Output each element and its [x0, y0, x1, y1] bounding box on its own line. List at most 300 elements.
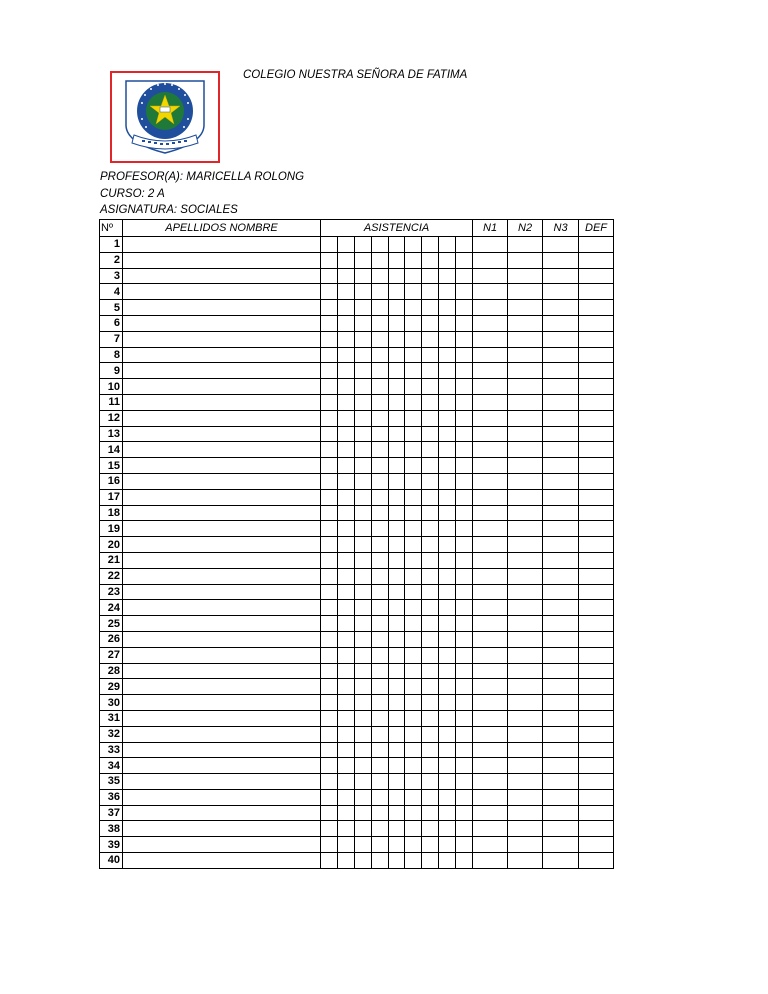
attendance-cell[interactable]	[422, 837, 439, 853]
n1-cell[interactable]	[473, 663, 508, 679]
attendance-cell[interactable]	[439, 473, 456, 489]
attendance-cell[interactable]	[338, 410, 355, 426]
attendance-cell[interactable]	[439, 394, 456, 410]
attendance-cell[interactable]	[389, 679, 405, 695]
student-name-cell[interactable]	[123, 726, 321, 742]
def-cell[interactable]	[579, 521, 614, 537]
n2-cell[interactable]	[508, 394, 543, 410]
attendance-cell[interactable]	[405, 695, 422, 711]
def-cell[interactable]	[579, 284, 614, 300]
def-cell[interactable]	[579, 315, 614, 331]
n2-cell[interactable]	[508, 315, 543, 331]
attendance-cell[interactable]	[389, 379, 405, 395]
n3-cell[interactable]	[543, 726, 579, 742]
attendance-cell[interactable]	[456, 758, 473, 774]
def-cell[interactable]	[579, 442, 614, 458]
n1-cell[interactable]	[473, 774, 508, 790]
n2-cell[interactable]	[508, 568, 543, 584]
attendance-cell[interactable]	[439, 458, 456, 474]
attendance-cell[interactable]	[456, 679, 473, 695]
attendance-cell[interactable]	[321, 695, 338, 711]
n3-cell[interactable]	[543, 663, 579, 679]
n1-cell[interactable]	[473, 521, 508, 537]
student-name-cell[interactable]	[123, 315, 321, 331]
attendance-cell[interactable]	[372, 679, 389, 695]
attendance-cell[interactable]	[355, 695, 372, 711]
n2-cell[interactable]	[508, 710, 543, 726]
attendance-cell[interactable]	[439, 853, 456, 869]
attendance-cell[interactable]	[389, 458, 405, 474]
student-name-cell[interactable]	[123, 710, 321, 726]
n3-cell[interactable]	[543, 584, 579, 600]
attendance-cell[interactable]	[422, 616, 439, 632]
n1-cell[interactable]	[473, 442, 508, 458]
def-cell[interactable]	[579, 379, 614, 395]
n1-cell[interactable]	[473, 552, 508, 568]
attendance-cell[interactable]	[422, 473, 439, 489]
attendance-cell[interactable]	[338, 268, 355, 284]
def-cell[interactable]	[579, 805, 614, 821]
attendance-cell[interactable]	[422, 521, 439, 537]
attendance-cell[interactable]	[321, 821, 338, 837]
def-cell[interactable]	[579, 410, 614, 426]
attendance-cell[interactable]	[321, 426, 338, 442]
def-cell[interactable]	[579, 600, 614, 616]
attendance-cell[interactable]	[355, 600, 372, 616]
n2-cell[interactable]	[508, 631, 543, 647]
attendance-cell[interactable]	[321, 837, 338, 853]
attendance-cell[interactable]	[372, 284, 389, 300]
attendance-cell[interactable]	[456, 300, 473, 316]
attendance-cell[interactable]	[372, 300, 389, 316]
def-cell[interactable]	[579, 853, 614, 869]
attendance-cell[interactable]	[389, 315, 405, 331]
def-cell[interactable]	[579, 821, 614, 837]
attendance-cell[interactable]	[389, 331, 405, 347]
n1-cell[interactable]	[473, 695, 508, 711]
n2-cell[interactable]	[508, 552, 543, 568]
attendance-cell[interactable]	[456, 789, 473, 805]
attendance-cell[interactable]	[405, 473, 422, 489]
attendance-cell[interactable]	[405, 237, 422, 253]
attendance-cell[interactable]	[338, 631, 355, 647]
attendance-cell[interactable]	[355, 268, 372, 284]
attendance-cell[interactable]	[372, 789, 389, 805]
attendance-cell[interactable]	[439, 237, 456, 253]
attendance-cell[interactable]	[321, 710, 338, 726]
attendance-cell[interactable]	[389, 237, 405, 253]
attendance-cell[interactable]	[372, 821, 389, 837]
n2-cell[interactable]	[508, 679, 543, 695]
n2-cell[interactable]	[508, 379, 543, 395]
attendance-cell[interactable]	[321, 805, 338, 821]
attendance-cell[interactable]	[405, 647, 422, 663]
attendance-cell[interactable]	[321, 268, 338, 284]
attendance-cell[interactable]	[372, 410, 389, 426]
n2-cell[interactable]	[508, 489, 543, 505]
n1-cell[interactable]	[473, 237, 508, 253]
attendance-cell[interactable]	[321, 442, 338, 458]
n1-cell[interactable]	[473, 837, 508, 853]
attendance-cell[interactable]	[389, 284, 405, 300]
attendance-cell[interactable]	[372, 363, 389, 379]
student-name-cell[interactable]	[123, 252, 321, 268]
attendance-cell[interactable]	[439, 252, 456, 268]
n1-cell[interactable]	[473, 600, 508, 616]
n3-cell[interactable]	[543, 774, 579, 790]
n2-cell[interactable]	[508, 853, 543, 869]
attendance-cell[interactable]	[355, 473, 372, 489]
n1-cell[interactable]	[473, 489, 508, 505]
attendance-cell[interactable]	[321, 252, 338, 268]
student-name-cell[interactable]	[123, 647, 321, 663]
n3-cell[interactable]	[543, 237, 579, 253]
attendance-cell[interactable]	[338, 537, 355, 553]
n3-cell[interactable]	[543, 394, 579, 410]
student-name-cell[interactable]	[123, 331, 321, 347]
attendance-cell[interactable]	[422, 758, 439, 774]
student-name-cell[interactable]	[123, 663, 321, 679]
attendance-cell[interactable]	[321, 663, 338, 679]
attendance-cell[interactable]	[355, 505, 372, 521]
attendance-cell[interactable]	[456, 600, 473, 616]
student-name-cell[interactable]	[123, 410, 321, 426]
attendance-cell[interactable]	[372, 726, 389, 742]
student-name-cell[interactable]	[123, 837, 321, 853]
n2-cell[interactable]	[508, 442, 543, 458]
n2-cell[interactable]	[508, 268, 543, 284]
def-cell[interactable]	[579, 331, 614, 347]
n2-cell[interactable]	[508, 584, 543, 600]
student-name-cell[interactable]	[123, 631, 321, 647]
attendance-cell[interactable]	[405, 300, 422, 316]
student-name-cell[interactable]	[123, 489, 321, 505]
attendance-cell[interactable]	[338, 315, 355, 331]
attendance-cell[interactable]	[355, 331, 372, 347]
attendance-cell[interactable]	[439, 552, 456, 568]
attendance-cell[interactable]	[405, 410, 422, 426]
attendance-cell[interactable]	[456, 458, 473, 474]
n1-cell[interactable]	[473, 742, 508, 758]
attendance-cell[interactable]	[422, 537, 439, 553]
attendance-cell[interactable]	[439, 679, 456, 695]
attendance-cell[interactable]	[372, 774, 389, 790]
attendance-cell[interactable]	[389, 726, 405, 742]
attendance-cell[interactable]	[405, 537, 422, 553]
n3-cell[interactable]	[543, 616, 579, 632]
attendance-cell[interactable]	[456, 284, 473, 300]
n2-cell[interactable]	[508, 647, 543, 663]
attendance-cell[interactable]	[389, 616, 405, 632]
attendance-cell[interactable]	[338, 521, 355, 537]
attendance-cell[interactable]	[456, 837, 473, 853]
attendance-cell[interactable]	[405, 521, 422, 537]
attendance-cell[interactable]	[405, 458, 422, 474]
attendance-cell[interactable]	[321, 631, 338, 647]
def-cell[interactable]	[579, 568, 614, 584]
attendance-cell[interactable]	[355, 379, 372, 395]
n1-cell[interactable]	[473, 584, 508, 600]
attendance-cell[interactable]	[389, 758, 405, 774]
student-name-cell[interactable]	[123, 347, 321, 363]
n2-cell[interactable]	[508, 726, 543, 742]
attendance-cell[interactable]	[372, 616, 389, 632]
attendance-cell[interactable]	[422, 568, 439, 584]
n3-cell[interactable]	[543, 363, 579, 379]
attendance-cell[interactable]	[389, 552, 405, 568]
n2-cell[interactable]	[508, 805, 543, 821]
attendance-cell[interactable]	[372, 600, 389, 616]
n3-cell[interactable]	[543, 284, 579, 300]
attendance-cell[interactable]	[439, 774, 456, 790]
n2-cell[interactable]	[508, 505, 543, 521]
attendance-cell[interactable]	[338, 331, 355, 347]
n3-cell[interactable]	[543, 505, 579, 521]
n3-cell[interactable]	[543, 805, 579, 821]
n1-cell[interactable]	[473, 616, 508, 632]
n3-cell[interactable]	[543, 600, 579, 616]
n1-cell[interactable]	[473, 410, 508, 426]
attendance-cell[interactable]	[405, 774, 422, 790]
attendance-cell[interactable]	[456, 237, 473, 253]
attendance-cell[interactable]	[405, 489, 422, 505]
attendance-cell[interactable]	[321, 853, 338, 869]
attendance-cell[interactable]	[422, 315, 439, 331]
n3-cell[interactable]	[543, 695, 579, 711]
n3-cell[interactable]	[543, 789, 579, 805]
attendance-cell[interactable]	[405, 284, 422, 300]
attendance-cell[interactable]	[338, 363, 355, 379]
attendance-cell[interactable]	[439, 489, 456, 505]
student-name-cell[interactable]	[123, 600, 321, 616]
attendance-cell[interactable]	[456, 363, 473, 379]
n1-cell[interactable]	[473, 789, 508, 805]
attendance-cell[interactable]	[422, 600, 439, 616]
attendance-cell[interactable]	[405, 252, 422, 268]
attendance-cell[interactable]	[439, 315, 456, 331]
n1-cell[interactable]	[473, 679, 508, 695]
attendance-cell[interactable]	[355, 315, 372, 331]
def-cell[interactable]	[579, 505, 614, 521]
n1-cell[interactable]	[473, 821, 508, 837]
attendance-cell[interactable]	[456, 426, 473, 442]
attendance-cell[interactable]	[338, 774, 355, 790]
def-cell[interactable]	[579, 695, 614, 711]
attendance-cell[interactable]	[389, 426, 405, 442]
attendance-cell[interactable]	[338, 442, 355, 458]
attendance-cell[interactable]	[372, 426, 389, 442]
student-name-cell[interactable]	[123, 268, 321, 284]
attendance-cell[interactable]	[439, 663, 456, 679]
attendance-cell[interactable]	[389, 631, 405, 647]
attendance-cell[interactable]	[355, 710, 372, 726]
attendance-cell[interactable]	[321, 789, 338, 805]
attendance-cell[interactable]	[405, 837, 422, 853]
attendance-cell[interactable]	[439, 695, 456, 711]
attendance-cell[interactable]	[439, 584, 456, 600]
attendance-cell[interactable]	[456, 442, 473, 458]
n3-cell[interactable]	[543, 252, 579, 268]
attendance-cell[interactable]	[338, 347, 355, 363]
attendance-cell[interactable]	[439, 284, 456, 300]
attendance-cell[interactable]	[338, 647, 355, 663]
n2-cell[interactable]	[508, 695, 543, 711]
attendance-cell[interactable]	[389, 410, 405, 426]
attendance-cell[interactable]	[372, 473, 389, 489]
attendance-cell[interactable]	[389, 742, 405, 758]
n3-cell[interactable]	[543, 537, 579, 553]
attendance-cell[interactable]	[355, 663, 372, 679]
attendance-cell[interactable]	[422, 489, 439, 505]
attendance-cell[interactable]	[355, 442, 372, 458]
n1-cell[interactable]	[473, 347, 508, 363]
attendance-cell[interactable]	[456, 726, 473, 742]
attendance-cell[interactable]	[372, 489, 389, 505]
attendance-cell[interactable]	[355, 679, 372, 695]
attendance-cell[interactable]	[439, 331, 456, 347]
n1-cell[interactable]	[473, 631, 508, 647]
attendance-cell[interactable]	[372, 537, 389, 553]
n1-cell[interactable]	[473, 363, 508, 379]
student-name-cell[interactable]	[123, 284, 321, 300]
attendance-cell[interactable]	[439, 268, 456, 284]
attendance-cell[interactable]	[372, 837, 389, 853]
n1-cell[interactable]	[473, 568, 508, 584]
attendance-cell[interactable]	[405, 726, 422, 742]
attendance-cell[interactable]	[405, 679, 422, 695]
n3-cell[interactable]	[543, 742, 579, 758]
attendance-cell[interactable]	[405, 379, 422, 395]
student-name-cell[interactable]	[123, 379, 321, 395]
attendance-cell[interactable]	[422, 442, 439, 458]
attendance-cell[interactable]	[422, 584, 439, 600]
attendance-cell[interactable]	[372, 237, 389, 253]
attendance-cell[interactable]	[321, 315, 338, 331]
attendance-cell[interactable]	[389, 300, 405, 316]
n1-cell[interactable]	[473, 268, 508, 284]
n1-cell[interactable]	[473, 853, 508, 869]
attendance-cell[interactable]	[389, 600, 405, 616]
attendance-cell[interactable]	[372, 331, 389, 347]
n1-cell[interactable]	[473, 379, 508, 395]
attendance-cell[interactable]	[355, 726, 372, 742]
def-cell[interactable]	[579, 663, 614, 679]
attendance-cell[interactable]	[405, 552, 422, 568]
attendance-cell[interactable]	[355, 552, 372, 568]
attendance-cell[interactable]	[422, 742, 439, 758]
n1-cell[interactable]	[473, 300, 508, 316]
attendance-cell[interactable]	[338, 237, 355, 253]
attendance-cell[interactable]	[355, 347, 372, 363]
n2-cell[interactable]	[508, 410, 543, 426]
attendance-cell[interactable]	[456, 774, 473, 790]
attendance-cell[interactable]	[355, 805, 372, 821]
attendance-cell[interactable]	[338, 663, 355, 679]
student-name-cell[interactable]	[123, 616, 321, 632]
attendance-cell[interactable]	[456, 631, 473, 647]
attendance-cell[interactable]	[456, 710, 473, 726]
attendance-cell[interactable]	[456, 268, 473, 284]
attendance-cell[interactable]	[456, 473, 473, 489]
attendance-cell[interactable]	[389, 789, 405, 805]
attendance-cell[interactable]	[321, 742, 338, 758]
attendance-cell[interactable]	[439, 537, 456, 553]
n2-cell[interactable]	[508, 458, 543, 474]
attendance-cell[interactable]	[405, 331, 422, 347]
attendance-cell[interactable]	[338, 252, 355, 268]
n1-cell[interactable]	[473, 537, 508, 553]
attendance-cell[interactable]	[422, 647, 439, 663]
n1-cell[interactable]	[473, 758, 508, 774]
n3-cell[interactable]	[543, 331, 579, 347]
attendance-cell[interactable]	[405, 853, 422, 869]
attendance-cell[interactable]	[355, 631, 372, 647]
n3-cell[interactable]	[543, 821, 579, 837]
attendance-cell[interactable]	[422, 679, 439, 695]
attendance-cell[interactable]	[372, 442, 389, 458]
attendance-cell[interactable]	[389, 521, 405, 537]
def-cell[interactable]	[579, 473, 614, 489]
attendance-cell[interactable]	[439, 410, 456, 426]
n3-cell[interactable]	[543, 552, 579, 568]
def-cell[interactable]	[579, 489, 614, 505]
attendance-cell[interactable]	[422, 663, 439, 679]
attendance-cell[interactable]	[338, 789, 355, 805]
attendance-cell[interactable]	[439, 505, 456, 521]
def-cell[interactable]	[579, 537, 614, 553]
attendance-cell[interactable]	[456, 331, 473, 347]
attendance-cell[interactable]	[439, 347, 456, 363]
attendance-cell[interactable]	[355, 774, 372, 790]
n1-cell[interactable]	[473, 505, 508, 521]
attendance-cell[interactable]	[405, 758, 422, 774]
attendance-cell[interactable]	[389, 837, 405, 853]
attendance-cell[interactable]	[439, 568, 456, 584]
def-cell[interactable]	[579, 426, 614, 442]
attendance-cell[interactable]	[321, 505, 338, 521]
n2-cell[interactable]	[508, 300, 543, 316]
student-name-cell[interactable]	[123, 774, 321, 790]
n2-cell[interactable]	[508, 774, 543, 790]
attendance-cell[interactable]	[338, 726, 355, 742]
attendance-cell[interactable]	[422, 394, 439, 410]
attendance-cell[interactable]	[456, 584, 473, 600]
attendance-cell[interactable]	[355, 837, 372, 853]
attendance-cell[interactable]	[321, 347, 338, 363]
student-name-cell[interactable]	[123, 568, 321, 584]
attendance-cell[interactable]	[422, 268, 439, 284]
attendance-cell[interactable]	[372, 631, 389, 647]
def-cell[interactable]	[579, 458, 614, 474]
attendance-cell[interactable]	[338, 821, 355, 837]
attendance-cell[interactable]	[456, 568, 473, 584]
attendance-cell[interactable]	[456, 552, 473, 568]
attendance-cell[interactable]	[355, 789, 372, 805]
attendance-cell[interactable]	[321, 584, 338, 600]
attendance-cell[interactable]	[422, 726, 439, 742]
attendance-cell[interactable]	[422, 331, 439, 347]
n1-cell[interactable]	[473, 647, 508, 663]
attendance-cell[interactable]	[422, 805, 439, 821]
attendance-cell[interactable]	[422, 363, 439, 379]
attendance-cell[interactable]	[456, 521, 473, 537]
attendance-cell[interactable]	[456, 252, 473, 268]
attendance-cell[interactable]	[372, 347, 389, 363]
n3-cell[interactable]	[543, 442, 579, 458]
attendance-cell[interactable]	[439, 710, 456, 726]
def-cell[interactable]	[579, 837, 614, 853]
attendance-cell[interactable]	[372, 647, 389, 663]
